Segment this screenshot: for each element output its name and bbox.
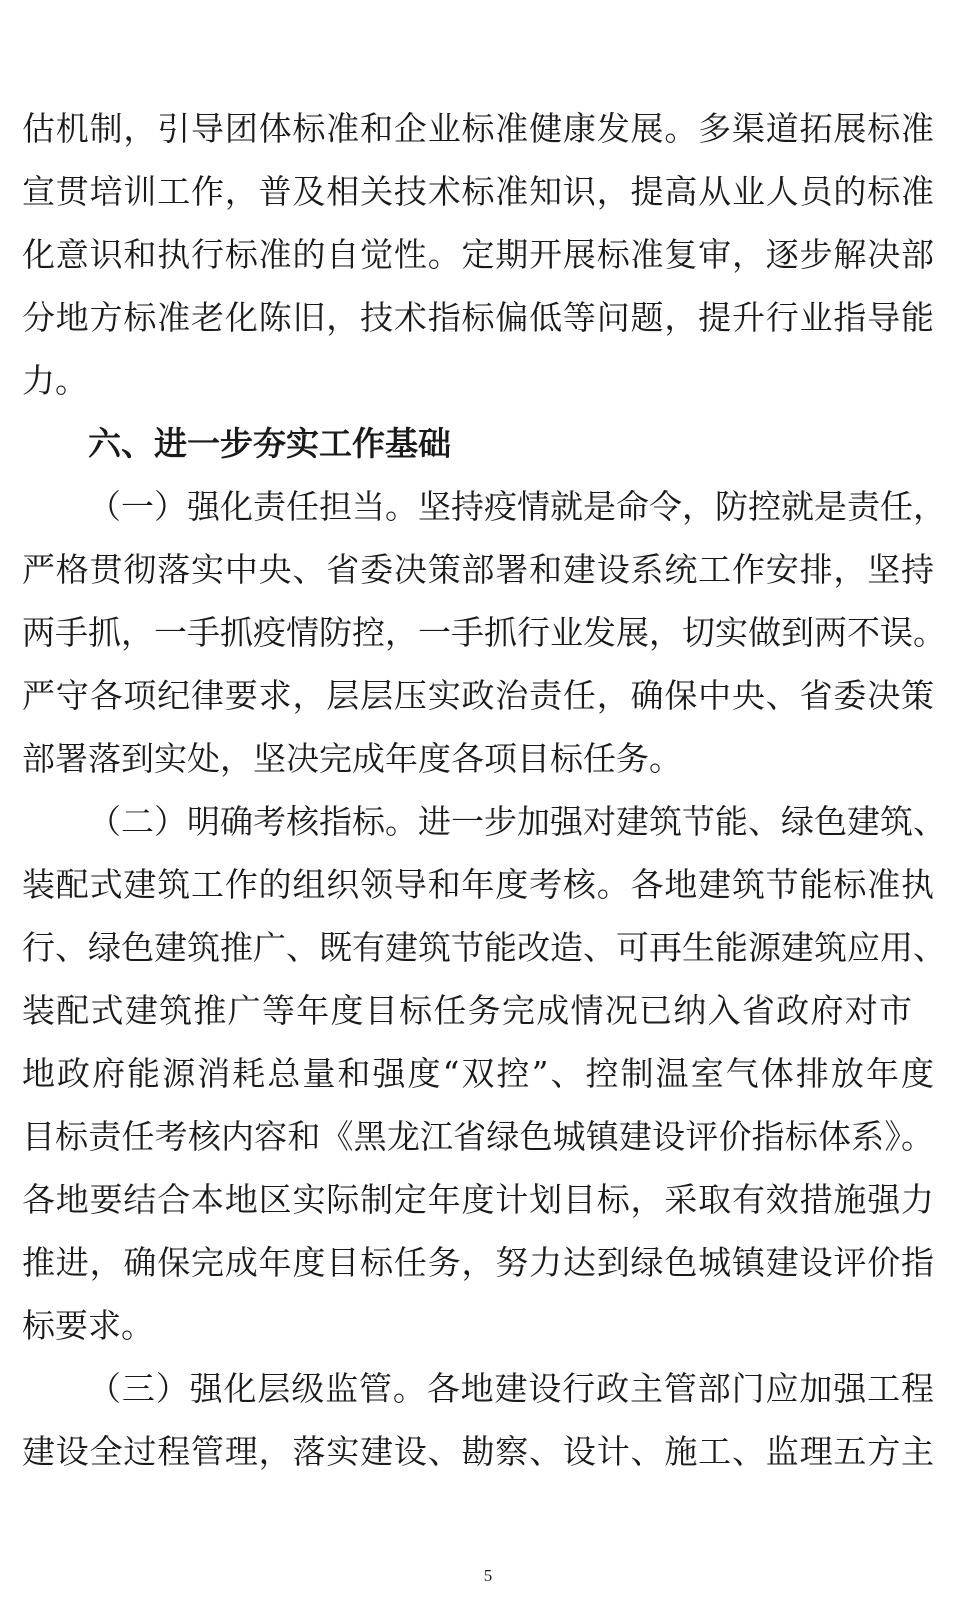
- paragraph-first-line: （一）强化责任担当。坚持疫情就是命令，防控就是责任，: [88, 487, 946, 526]
- paragraph-first-line: （二）明确考核指标。进一步加强对建筑节能、绿色建筑、: [88, 802, 946, 841]
- section-heading: 六、进一步夯实工作基础: [88, 424, 451, 463]
- body-line: 两手抓，一手抓疫情防控，一手抓行业发展，切实做到两不误。: [22, 613, 946, 652]
- body-line: 目标责任考核内容和《黑龙江省绿色城镇建设评价指标体系》。: [22, 1117, 934, 1156]
- body-line: 行、绿色建筑推广、既有建筑节能改造、可再生能源建筑应用、: [22, 928, 946, 967]
- body-line: 标要求。: [22, 1306, 154, 1345]
- body-line: 严格贯彻落实中央、省委决策部署和建设系统工作安排，坚持: [22, 550, 934, 589]
- page-number: 5: [483, 1566, 493, 1585]
- body-line: 力。: [22, 361, 88, 400]
- body-line: 装配式建筑推广等年度目标任务完成情况已纳入省政府对市: [22, 991, 912, 1030]
- body-line: 推进，确保完成年度目标任务，努力达到绿色城镇建设评价指: [22, 1243, 934, 1282]
- body-line: 建设全过程管理，落实建设、勘察、设计、施工、监理五方主: [22, 1432, 934, 1471]
- body-line: 估机制，引导团体标准和企业标准健康发展。多渠道拓展标准: [22, 109, 934, 148]
- body-line: 各地要结合本地区实际制定年度计划目标，采取有效措施强力: [22, 1180, 934, 1219]
- body-line: 化意识和执行标准的自觉性。定期开展标准复审，逐步解决部: [22, 235, 934, 274]
- body-line: 部署落到实处，坚决完成年度各项目标任务。: [22, 739, 682, 778]
- paragraph-first-line: （三）强化层级监管。各地建设行政主管部门应加强工程: [88, 1369, 934, 1408]
- body-line: 严守各项纪律要求，层层压实政治责任，确保中央、省委决策: [22, 676, 934, 715]
- body-line: 宣贯培训工作，普及相关技术标准知识，提高从业人员的标准: [22, 172, 934, 211]
- body-line: 地政府能源消耗总量和强度“双控”、控制温室气体排放年度: [22, 1054, 934, 1093]
- body-line: 装配式建筑工作的组织领导和年度考核。各地建筑节能标准执: [22, 865, 934, 904]
- body-line: 分地方标准老化陈旧，技术指标偏低等问题，提升行业指导能: [22, 298, 934, 337]
